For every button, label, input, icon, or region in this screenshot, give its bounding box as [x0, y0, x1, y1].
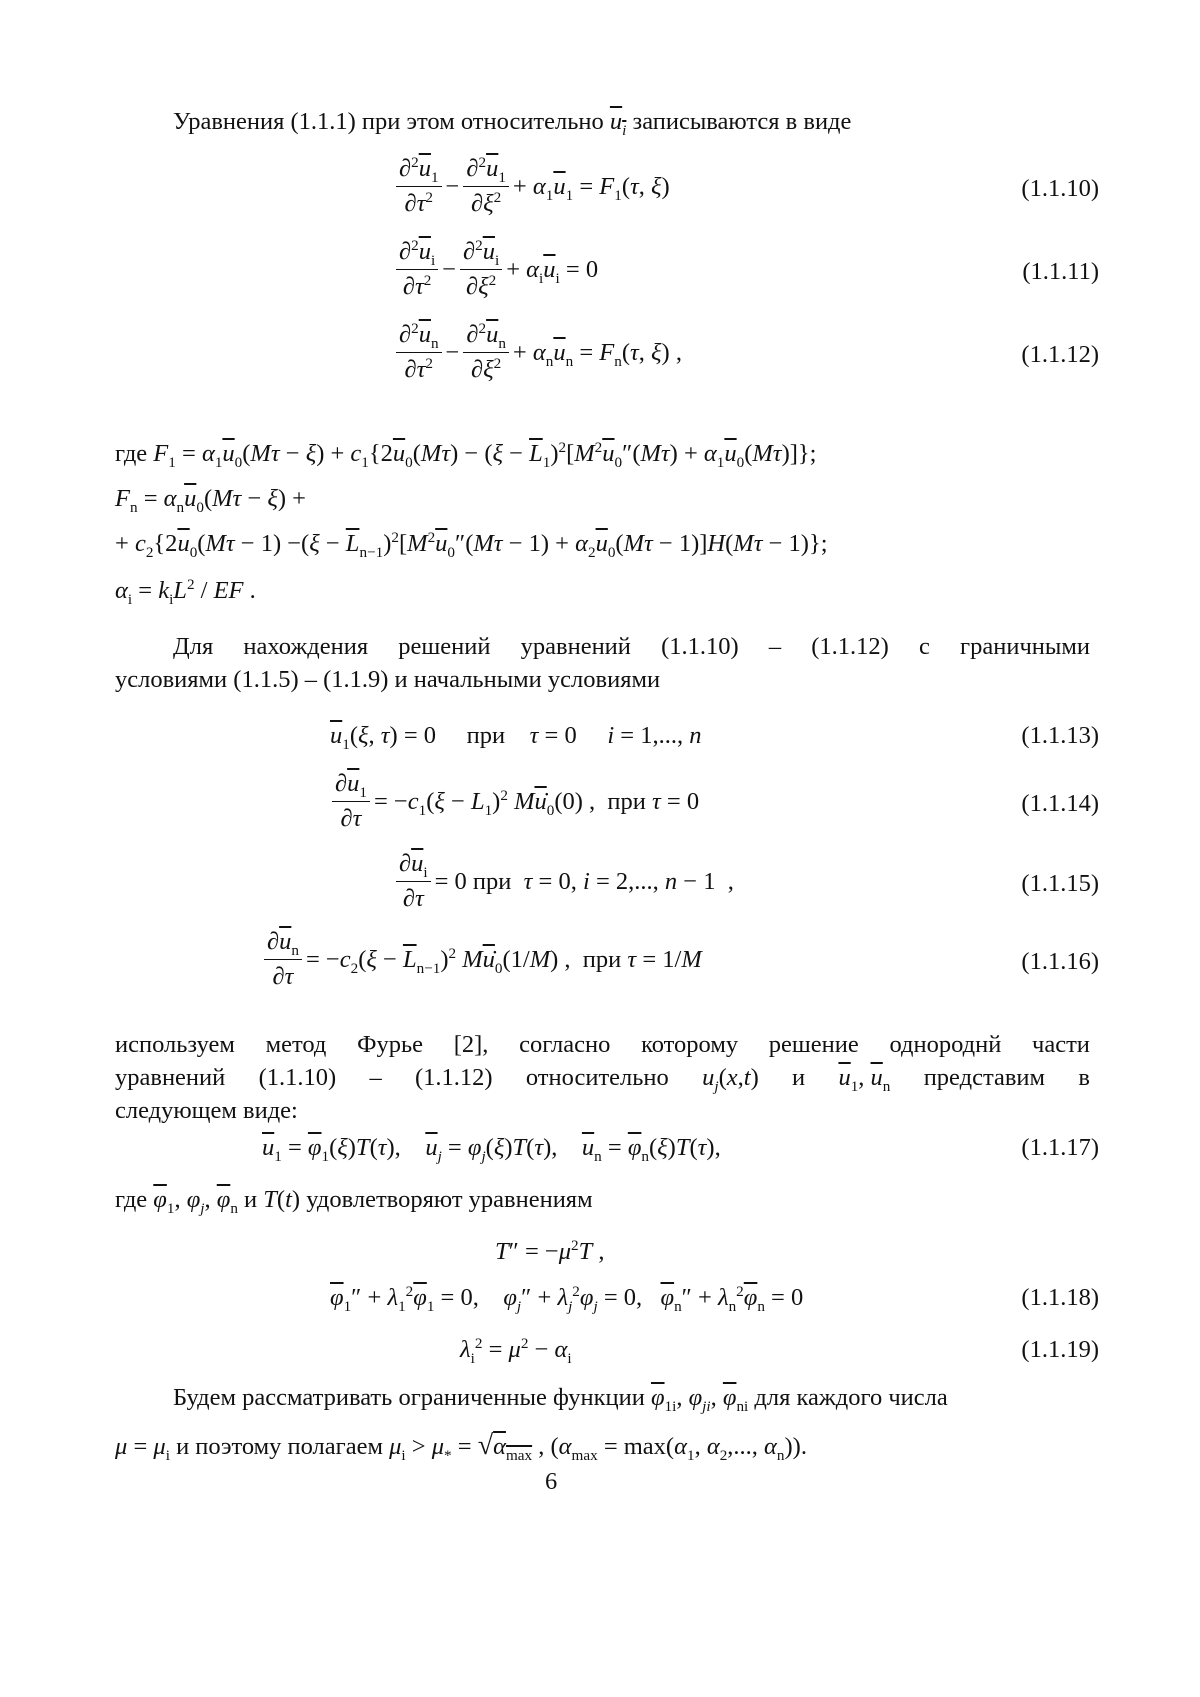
equation-1-1-12: $\frac{\partial^2\overline{u}_n}{\partial\tau^2}$ − $\frac{\partial^2\overline{u}_n}{\partial\xi^2}$ + $\alpha_n\overline{u}_n = F_n(\tau$, ξ) , — [392, 321, 682, 384]
word: метод — [265, 1031, 327, 1058]
where-line: где $\overline{\varphi}_1$, $\varphi_j$, $\overline{\varphi}_n$ и T(t) удовлетворяют уравнениям — [115, 1186, 593, 1217]
word: нахождения — [243, 633, 369, 660]
word: (1.1.12) — [811, 633, 889, 660]
word: уравнений — [520, 633, 631, 660]
equation-number: (1.1.10) — [1021, 175, 1099, 202]
equation-1-1-11: $\frac{\partial^2\overline{u}_i}{\partial\tau^2}$ − $\frac{\partial^2\overline{u}_i}{\partial\xi^2}$ + $\alpha_i\overline{u}_i = 0$ — [392, 238, 598, 301]
paragraph-line — [115, 630, 1090, 663]
equation-1-1-10: $\frac{\partial^2\overline{u}_1}{\partial\tau^2}$ − $\frac{\partial^2\overline{u}_1}{\partial\xi^2}$ + $\alpha_1\overline{u}_1 = F_1(\tau$, ξ) — [392, 155, 670, 218]
word: Для — [173, 633, 214, 660]
word: (1.1.10) — [661, 633, 739, 660]
word: [2], — [453, 1031, 489, 1058]
equation-1-1-17: $\overline{u}_1 = \overline{\varphi}_1(\xi)T(\tau)$, $\overline{u}_j = \varphi_j(\xi)T(\tau)$, $\overline{u}_n = \overline{\varphi}_n(\xi)T(\tau)$, — [262, 1134, 721, 1165]
equation-T: $T'' = -\mu^2T$ , — [495, 1236, 605, 1265]
word: Фурье — [357, 1031, 423, 1058]
word: согласно — [519, 1031, 611, 1058]
equation-1-1-13: $\overline{u}_1(\xi$, τ) = 0 при τ = 0 i = 1,..., n — [330, 722, 702, 753]
word: – — [768, 633, 782, 660]
word: решений — [398, 633, 491, 660]
paragraph-line: условиями (1.1.5) – (1.1.9) и начальными условиями — [115, 666, 661, 693]
equation-1-1-14: $\frac{\partial\overline{u}_1}{\partial\tau}$ = $-c_1(\xi - L_1)^2$ $M\overline{u}_0(0)$ , при τ = 0 — [328, 770, 699, 833]
equation-number: (1.1.11) — [1022, 258, 1099, 285]
intro-text-1: Уравнения (1.1.1) при этом относительно — [173, 108, 610, 135]
paragraph-fourier — [115, 1028, 1090, 1127]
equation-number: (1.1.19) — [1021, 1336, 1099, 1363]
equation-number: (1.1.18) — [1021, 1284, 1099, 1311]
word: части — [1032, 1031, 1090, 1058]
equation-number: (1.1.15) — [1021, 870, 1099, 897]
word: с — [919, 633, 930, 660]
equation-1-1-19: $\lambda_i^2 = \mu^2 - \alpha_i$ — [460, 1334, 572, 1367]
word: граничными — [960, 633, 1090, 660]
paragraph-line — [115, 1028, 1090, 1061]
equation-number: (1.1.17) — [1021, 1134, 1099, 1161]
intro-text-2: записываются в виде — [632, 108, 852, 135]
word: которому — [641, 1031, 739, 1058]
word: используем — [115, 1031, 235, 1058]
paragraph-line: следующем виде: — [115, 1097, 298, 1124]
paragraph-initial-conditions — [115, 630, 1090, 696]
equation-number: (1.1.13) — [1021, 722, 1099, 749]
paragraph-line: уравнений (1.1.10) – (1.1.12) относительно $u_j(x,t)$ и $\overline{u}_1$, $\overline{u}_n$ представим в — [115, 1064, 1090, 1095]
word: решение — [768, 1031, 859, 1058]
equation-number: (1.1.12) — [1021, 341, 1099, 368]
word: однороднй — [889, 1031, 1002, 1058]
page-number: 6 — [545, 1468, 558, 1495]
definition-Fn-line1: $F_n = \alpha_n\overline{u}_0(M\tau - \xi)$ + — [115, 485, 306, 516]
intro-line — [173, 108, 852, 139]
equation-1-1-18: $\overline{\varphi}_1'' + \lambda_1^2\overline{\varphi}_1 = 0$, $\varphi_j'' + \lambda_j^2\varphi_j = 0$, $\overline{\varphi}_n'' + \lambda_n^2\overline{\varphi}_n = 0$ — [330, 1282, 804, 1315]
equation-1-1-15: $\frac{\partial\overline{u}_i}{\partial\tau}$ = 0 при τ = 0, i = 2,..., n − 1 , — [392, 850, 734, 913]
definition-Fn-line2: + $c_2\{2\overline{u}_0(M\tau - 1) -(\xi - \overline{L}_{n-1})^2[M^2\overline{u}_0''(M\tau - 1) + \alpha_2\overline{u}_0(M\tau - 1)]H(M\tau - 1)\}$; — [115, 528, 828, 561]
equation-number: (1.1.14) — [1021, 790, 1099, 817]
paragraph-bounded-line2: $\mu = \mu_i$ и поэтому полагаем $\mu_i > \mu_* = √\alpha_{max}$ , ($\alpha_{max} = \max(\alpha_1$, $\alpha_2$,..., $\alpha_n$)). — [115, 1430, 807, 1464]
equation-number: (1.1.16) — [1021, 948, 1099, 975]
equation-1-1-16: $\frac{\partial\overline{u}_n}{\partial\tau}$ = $-c_2(\xi - \overline{L}_{n-1})^2$ $M\overline{u}_0(1/M)$ , при τ = 1/M — [260, 928, 702, 991]
definition-F1: где $F_1 = \alpha_1\overline{u}_0(M\tau - \xi) + c_1\{2\overline{u}_0(M\tau) - (\xi - \overline{L}_1)^2[M^2\overline{u}_0''(M\tau) + \alpha_1\overline{u}_0(M\tau)]\}$; — [115, 438, 817, 471]
intro-var: $u_i$ — [609, 108, 627, 139]
paragraph-bounded-line1: Будем рассматривать ограниченные функции $\overline{\varphi}_{1i}$, $\varphi_{ji}$, $\overline{\varphi}_{ni}$ для каждого числа — [173, 1384, 948, 1415]
definition-alpha: $\alpha_i = k_iL^2$ / EF . — [115, 575, 256, 608]
